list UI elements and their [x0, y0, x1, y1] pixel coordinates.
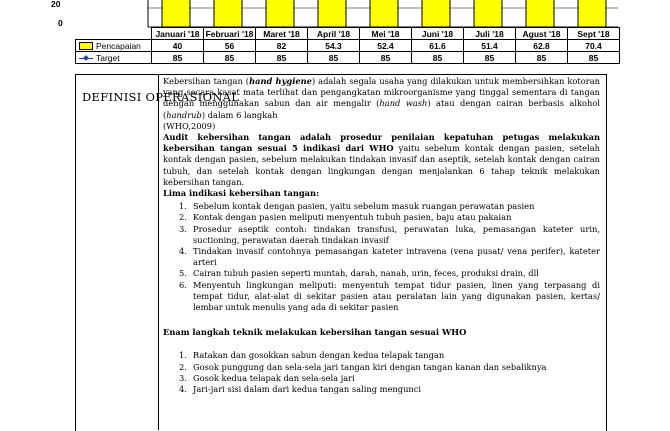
- list-item: [163, 224, 600, 246]
- list-item: [163, 280, 600, 314]
- citation: (WHO,2009): [163, 120, 216, 131]
- heading-indications: Lima indikasi kebersihan tangan:: [163, 188, 320, 199]
- legend-label: Target: [96, 52, 120, 63]
- data-label: 52.4: [360, 40, 412, 52]
- table-row-pencapaian: [76, 40, 620, 52]
- list-number: 1.: [179, 201, 187, 212]
- list-number: 5.: [179, 268, 187, 279]
- list-text: Menyentuh lingkungan meliputi: menyentuh tempat tidur pasien, linen yang terpasang di tempat tidur, alat-alat di sekitar pasien atau peralatan lain yang digunakan pasien, kertas/ lembar untuk menulis yang ada di sekitar pasien: [193, 279, 600, 313]
- data-label: 51.4: [464, 40, 516, 52]
- category-label: Juni '18: [412, 28, 464, 40]
- table-row-target: [76, 52, 620, 64]
- category-label: Sept '18: [568, 28, 620, 40]
- data-label: 70.4: [568, 40, 620, 52]
- text-run: Audit kebersihan tangan adalah prosedur penilaian kepatuhan petugas melakukan kebersihan tangan sesuai 5 indikasi dari WHO: [163, 132, 600, 154]
- bar-pencapaian: [370, 0, 398, 27]
- category-label: Februari '18: [204, 28, 256, 40]
- list-item: [163, 362, 600, 373]
- legend-label: Pencapaian: [96, 40, 141, 51]
- text-run: hand wash: [379, 98, 428, 109]
- indications-list: [163, 201, 600, 313]
- list-number: 3.: [179, 223, 187, 234]
- data-label: 85: [516, 52, 568, 64]
- legend-target: [76, 52, 152, 64]
- list-text: Prosedur aseptik contoh: tindakan transfusi, perawatan luka, pemasangan kateter urin, suctioning, perawatan daerah tindakan invasif: [193, 223, 600, 245]
- list-item: [163, 246, 600, 268]
- bar-pencapaian: [526, 0, 554, 27]
- steps-list: [163, 350, 600, 395]
- data-label: 85: [568, 52, 620, 64]
- category-label: Maret '18: [256, 28, 308, 40]
- chart-data-table: [75, 27, 620, 64]
- y-tick-0: 0: [58, 18, 63, 28]
- category-label: Januari '18: [152, 28, 204, 40]
- data-label: 62.8: [516, 40, 568, 52]
- list-item: [163, 373, 600, 384]
- table-header-row: [76, 28, 620, 40]
- data-label: 54.3: [308, 40, 360, 52]
- list-text: Gosok punggung dan sela-sela jari tangan kiri dengan tangan kanan dan sebaliknya: [193, 361, 547, 372]
- list-text: Cairan tubuh pasien seperti muntah, darah, nanah, urin, feces, produksi drain, dll: [193, 268, 539, 279]
- data-label: 40: [152, 40, 204, 52]
- list-text: Jari-jari sisi dalam dari kedua tangan saling mengunci: [193, 384, 422, 395]
- data-label: 82: [256, 40, 308, 52]
- bar-pencapaian: [422, 0, 450, 27]
- list-item: [163, 212, 600, 223]
- list-number: 4.: [179, 384, 187, 395]
- category-label: April '18: [308, 28, 360, 40]
- data-label: 85: [412, 52, 464, 64]
- list-number: 1.: [179, 350, 187, 361]
- data-label: 85: [464, 52, 516, 64]
- bar-pencapaian: [266, 0, 294, 27]
- text-run: handrub: [166, 109, 202, 120]
- category-label: Mei '18: [360, 28, 412, 40]
- spacer: [163, 313, 600, 325]
- category-label: Agust '18: [516, 28, 568, 40]
- text-run: ) dalam 6 langkah: [201, 109, 278, 120]
- text-run: ) adalah segala usaha yang dilakukan untuk membersihkan kotoran yang secara kasat mata terlihat dan pengangkatan mikroorganisme yang tinggal sementara di tangan dengan menggunakan sabun dan air mengalir (: [163, 76, 601, 109]
- list-text: Gosok kedua telapak dan sela-sela jari: [193, 372, 355, 383]
- text-run: yaitu sebelum kontak dengan pasien, setelah kontak dengan pasien, sebelum melakukan tindakan invasif dan aseptik, setelah kontak dengan cairan tubuh, dan setelah kontak dengan lingkungan dengan menjalankan 6 tahap teknik melakukan kebersihan tangan.: [163, 143, 600, 187]
- data-label: 56: [204, 40, 256, 52]
- section-title: DEFINISI OPERASIONAL: [82, 90, 240, 104]
- data-label: 85: [152, 52, 204, 64]
- list-number: 6.: [179, 279, 187, 290]
- list-item: [163, 268, 600, 279]
- bar-pencapaian: [578, 0, 606, 27]
- paragraph-audit: [163, 132, 600, 188]
- bar-pencapaian: [214, 0, 242, 27]
- y-tick-20: 20: [51, 0, 61, 9]
- bar-pencapaian: [162, 0, 190, 27]
- list-text: Sebelum kontak dengan pasien, yaitu sebelum masuk ruangan perawatan pasien: [193, 201, 535, 212]
- list-item: [163, 350, 600, 361]
- list-number: 3.: [179, 372, 187, 383]
- table-corner: [76, 28, 152, 40]
- list-text: Ratakan dan gosokkan sabun dengan kedua telapak tangan: [193, 350, 445, 361]
- bar-pencapaian: [474, 0, 502, 27]
- bar-pencapaian: [318, 0, 346, 27]
- data-label: 85: [308, 52, 360, 64]
- paragraph-definition: [163, 76, 600, 121]
- text-run: ) atau dengan cairan berbasis alkohol (: [163, 98, 600, 120]
- text-run: hand hygiene: [249, 76, 312, 86]
- yellow-swatch-icon: [79, 42, 93, 50]
- column-divider: [158, 74, 159, 430]
- list-item: [163, 201, 600, 212]
- data-label: 61.6: [412, 40, 464, 52]
- heading-steps: Enam langkah teknik melakukan kebersihan tangan sesuai WHO: [163, 327, 467, 338]
- category-label: Juli '18: [464, 28, 516, 40]
- legend-pencapaian: [76, 40, 152, 52]
- data-label: 85: [360, 52, 412, 64]
- list-text: Kontak dengan pasien meliputi menyentuh tubuh pasien, baju atau pakaian: [193, 212, 512, 223]
- list-item: [163, 384, 600, 395]
- data-label: 85: [256, 52, 308, 64]
- line-marker-icon: [79, 58, 93, 59]
- list-number: 2.: [179, 361, 187, 372]
- list-number: 4.: [179, 246, 187, 257]
- data-label: 85: [204, 52, 256, 64]
- spacer: [163, 338, 600, 348]
- definition-content: [163, 76, 600, 395]
- list-number: 2.: [179, 212, 187, 223]
- list-text: Tindakan invasif contohnya pemasangan kateter intravena (vena pusat/ vena perifer), kateter arteri: [193, 246, 600, 268]
- text-run: Kebersihan tangan (: [163, 76, 250, 86]
